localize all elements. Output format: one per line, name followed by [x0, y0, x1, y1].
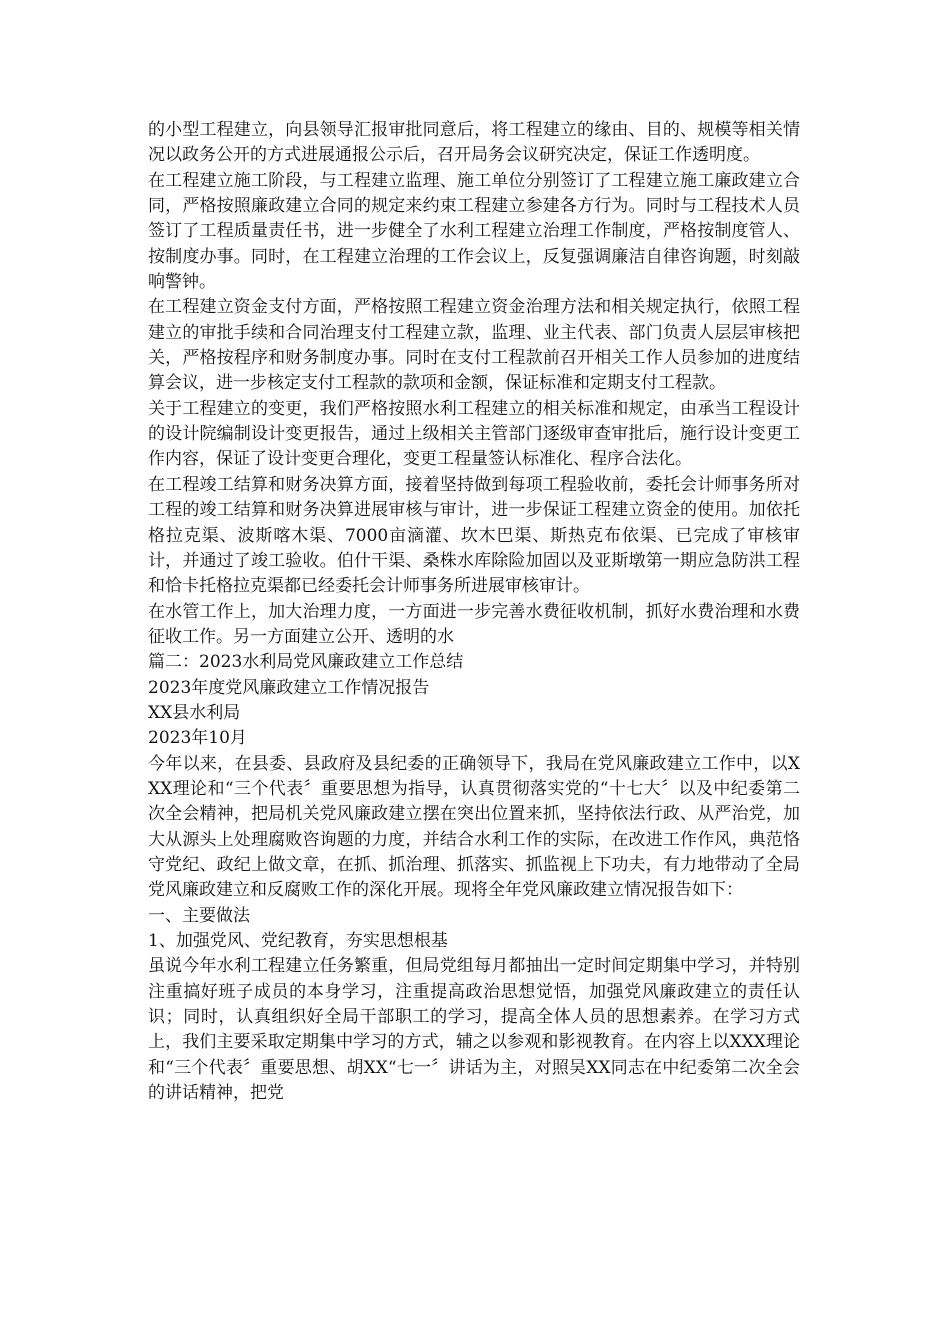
heading-main-practices: 一、主要做法	[148, 905, 250, 926]
report-author: XX县水利局	[148, 702, 241, 723]
paragraph-study: 虽说今年水利工程建立任务繁重，但局党组每月都抽出一定时间定期集中学习，并特别注重搞好班子成员的本身学习，注重提高政治思想觉悟，加强党风廉政建立的责任认识；同时，认真组织好全局干部职工的学习，提高全体人员的思想素养。在学习方式上，我们主要采取定期集中学习的方式，辅之以参观和影视教育。在内容上以XXX理论和“三个代表〞重要思想、胡XX“七一〞讲话为主，对照吴XX同志在中纪委第二次全会的讲话精神，把党	[148, 956, 800, 1104]
subheading-party-education: 1、加强党风、党纪教育，夯实思想根基	[148, 931, 448, 951]
report-title: 2023年度党风廉政建立工作情况报告	[148, 677, 430, 698]
paragraph-final-accounts: 在工程竣工结算和财务决算方面，接着坚持做到每项工程验收前，委托会计师事务所对工程的竣工结算和财务决算进展审核与审计，进一步保证工程建立资金的使用。加依托格拉克渠、波斯喀木渠、7000亩滴灌、坎木巴渠、斯热克布依渠、已完成了审核审计，并通过了竣工验收。伯什干渠、桑株水库除险加固以及亚斯墩第一期应急防洪工程和恰卡托格拉克渠都已经委托会计师事务所进展审核审计。	[148, 474, 800, 597]
paragraph-design-change: 关于工程建立的变更，我们严格按照水利工程建立的相关标准和规定，由承当工程设计的设计院编制设计变更报告，通过上级相关主管部门逐级审查审批后，施行设计变更工作内容，保证了设计变更合理化，变更工程量签认标准化、程序合法化。	[148, 398, 800, 470]
paragraph-fund-payment: 在工程建立资金支付方面，严格按照工程建立资金治理方法和相关规定执行，依照工程建立的审批手续和合同治理支付工程建立款，监理、业主代表、部门负责人层层审核把关，严格按程序和财务制度办事。同时在支付工程款前召开相关工作人员参加的进度结算会议，进一步核定支付工程款的款项和金额，保证标准和定期支付工程款。	[148, 297, 800, 394]
paragraph-project-approval-tail: 的小型工程建立，向县领导汇报审批同意后，将工程建立的缘由、目的、规模等相关情况以政务公开的方式进展通报公示后，召开局务会议研究决定，保证工作透明度。	[148, 120, 800, 166]
document-page	[148, 118, 800, 1106]
report-date: 2023年10月	[148, 728, 247, 749]
paragraph-water-management: 在水管工作上，加大治理力度，一方面进一步完善水费征收机制，抓好水费治理和水费征收工作。另一方面建立公开、透明的水	[148, 601, 800, 647]
paragraph-introduction: 今年以来，在县委、县政府及县纪委的正确领导下，我局在党风廉政建立工作中，以XXX理论和“三个代表〞重要思想为指导，认真贯彻落实党的“十七大〞以及中纪委第二次全会精神，把局机关党风廉政建立摆在突出位置来抓，坚持依法行政、从严治党，加大从源头上处理腐败咨询题的力度，并结合水利工作的实际，在改进工作作风，典范恪守党纪、政纪上做文章，在抓、抓治理、抓落实、抓监视上下功夫，有力地带动了全局党风廉政建立和反腐败工作的深化开展。现将全年党风廉政建立情况报告如下：	[148, 753, 800, 901]
paragraph-construction-stage: 在工程建立施工阶段，与工程建立监理、施工单位分别签订了工程建立施工廉政建立合同，严格按照廉政建立合同的规定来约束工程建立参建各方行为。同时与工程技术人员签订了工程质量责任书，进一步健全了水利工程建立治理工作制度，严格按制度管人、按制度办事。同时，在工程建立治理的工作会议上，反复强调廉洁自律咨询题，时刻敲响警钟。	[148, 170, 800, 293]
section-heading-part-two: 篇二：2023水利局党风廉政建立工作总结	[148, 652, 464, 673]
